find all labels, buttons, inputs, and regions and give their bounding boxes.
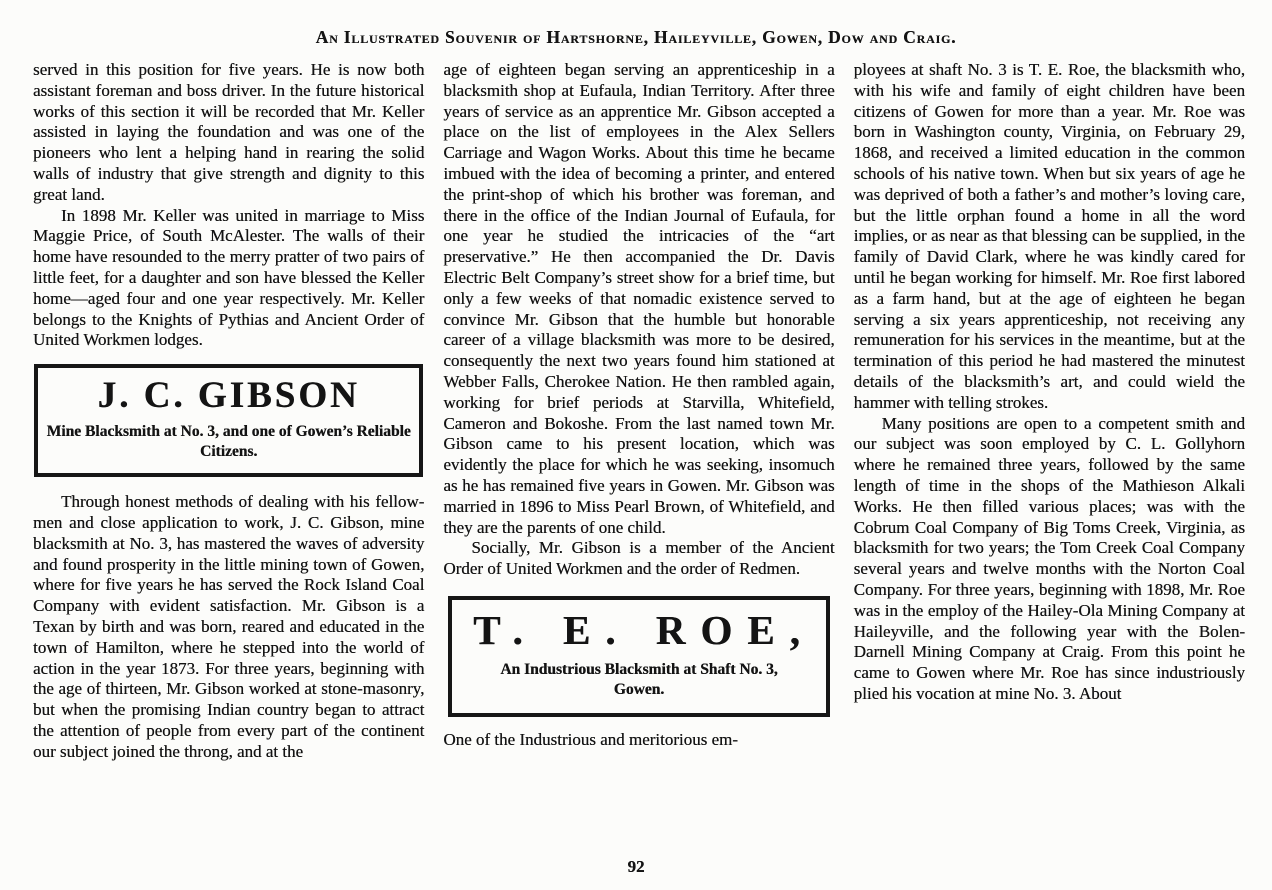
text-columns	[33, 60, 1245, 850]
paragraph-roe-biography-continuation: ployees at shaft No. 3 is T. E. Roe, the blacksmith who, with his wife and family of eight children have been citizens of Gowen for more than a year. Mr. Roe was born in Washington county, Virginia, on February 29, 1868, and received a limited education in the common schools of his native town. When but six years of age he was deprived of both a father’s and mother’s loving care, but the little orphan found a home in all the word implies, or as near as that blessing can be supplied, in the family of David Clark, where he was kindly cared for until he began working for himself. Mr. Roe first labored as a farm hand, but at the age of eighteen he began serving a six years apprenticeship, not receiving any remuneration for his services in the meantime, but at the termination of this period he had mastered the minutest details of the blacksmith’s art, and could wield the hammer with telling strokes.	[853, 60, 1245, 412]
paragraph-gibson-biography-continuation: age of eighteen began serving an apprenticeship in a blacksmith shop at Eufaula, Indian Territory. After three years of service as an apprentice Mr. Gibson accepted a place on the list of employees in the Alex Sellers Carriage and Wagon Works. About this time he became imbued with the idea of becoming a printer, and entered the print-shop of which his brother was foreman, and there in the office of the Indian Journal of Eufaula, for one year he studied the intricacies of the “art preservative.” He then accompanied the Dr. Davis Electric Belt Company’s street show for a brief time, but only a few weeks of that nomadic existence served to convince Mr. Gibson that the humble but honorable career of a village blacksmith was more to be desired, consequently the next two years found him stationed at Webber Falls, Cherokee Nation. He then rambled again, working for brief periods at Starvilla, Whitefield, Cameron and Bokoshe. From the last named town Mr. Gibson came to his present location, which was evidently the place for which he was seeking, insomuch as he has remained five years in Gowen. Mr. Gibson was married in 1896 to Miss Pearl Brown, of Whitefield, and they are the parents of one child.	[443, 60, 835, 537]
paragraph-roe-intro: One of the Industrious and meritorious em-	[443, 730, 738, 750]
gibson-box-title: J. C. GIBSON	[97, 375, 360, 417]
paragraph-keller-continuation: served in this position for five years. He is now both assistant foreman and boss driver. In the future historical works of this section it will be recorded that Mr. Keller assisted in laying the foundation and was one of the pioneers who lent a helping hand in rearing the solid walls of industry that give strength and dignity to this great land.	[33, 60, 425, 204]
running-head-title: An Illustrated Souvenir of Hartshorne, Haileyville, Gowen, Dow and Craig.	[315, 27, 957, 47]
paragraph-keller-marriage: In 1898 Mr. Keller was united in marriage to Miss Maggie Price, of South McAlester. The walls of their home have resounded to the merry pratter of two pairs of little feet, for a daughter and son have blessed the Keller home—aged four and one year respectively. Mr. Keller belongs to the Knights of Pythias and Ancient Order of United Workmen lodges.	[33, 205, 425, 350]
gibson-headline-box	[34, 364, 423, 477]
page-number: 92	[627, 857, 645, 876]
gibson-box-subtitle: Mine Blacksmith at No. 3, and one of Gowen’s Reliable Citizens.	[46, 423, 411, 461]
column-3	[854, 60, 1245, 850]
paragraph-gibson-biography-start: Through honest methods of dealing with his fellow-men and close application to work, J. C. Gibson, mine blacksmith at No. 3, has mastered the waves of adversity and found prosperity in the little mining town of Gowen, where for five years he has served the Rock Island Coal Company with evident satisfaction. Mr. Gibson is a Texan by birth and was born, reared and educated in the town of Hamilton, where he stepped into the world of action in the year 1873. For three years, beginning with the age of thirteen, Mr. Gibson worked at stone-masonry, but when the promising Indian country began to attract the attention of people from every part of the continent our subject joined the throng, and at the	[33, 492, 425, 761]
paragraph-gibson-societies: Socially, Mr. Gibson is a member of the Ancient Order of United Workmen and the order of Redmen.	[443, 538, 835, 579]
roe-box-title: T. E. ROE,	[473, 606, 815, 653]
column-2	[443, 60, 834, 850]
roe-headline-box	[448, 596, 829, 717]
column-1	[33, 60, 424, 850]
roe-box-subtitle: An Industrious Blacksmith at Shaft No. 3, Gowen.	[500, 660, 778, 699]
paragraph-roe-career: Many positions are open to a competent smith and our subject was soon employed by C. L. Gollyhorn where he remained three years, followed by the same length of time in the shops of the Mathieson Alkali Works. He then filled various places; was with the Cobrum Coal Company of Big Toms Creek, Virginia, as blacksmith for two years; the Tom Creek Coal Company several years and twelve months with the Norton Coal Company. For three years, beginning with 1898, Mr. Roe was in the employ of the Hailey-Ola Mining Company at Haileyville, and the following year with the Bolen-Darnell Mining Company at Craig. From this point he came to Gowen where Mr. Roe has since industriously plied his vocation at mine No. 3. About	[853, 413, 1245, 703]
